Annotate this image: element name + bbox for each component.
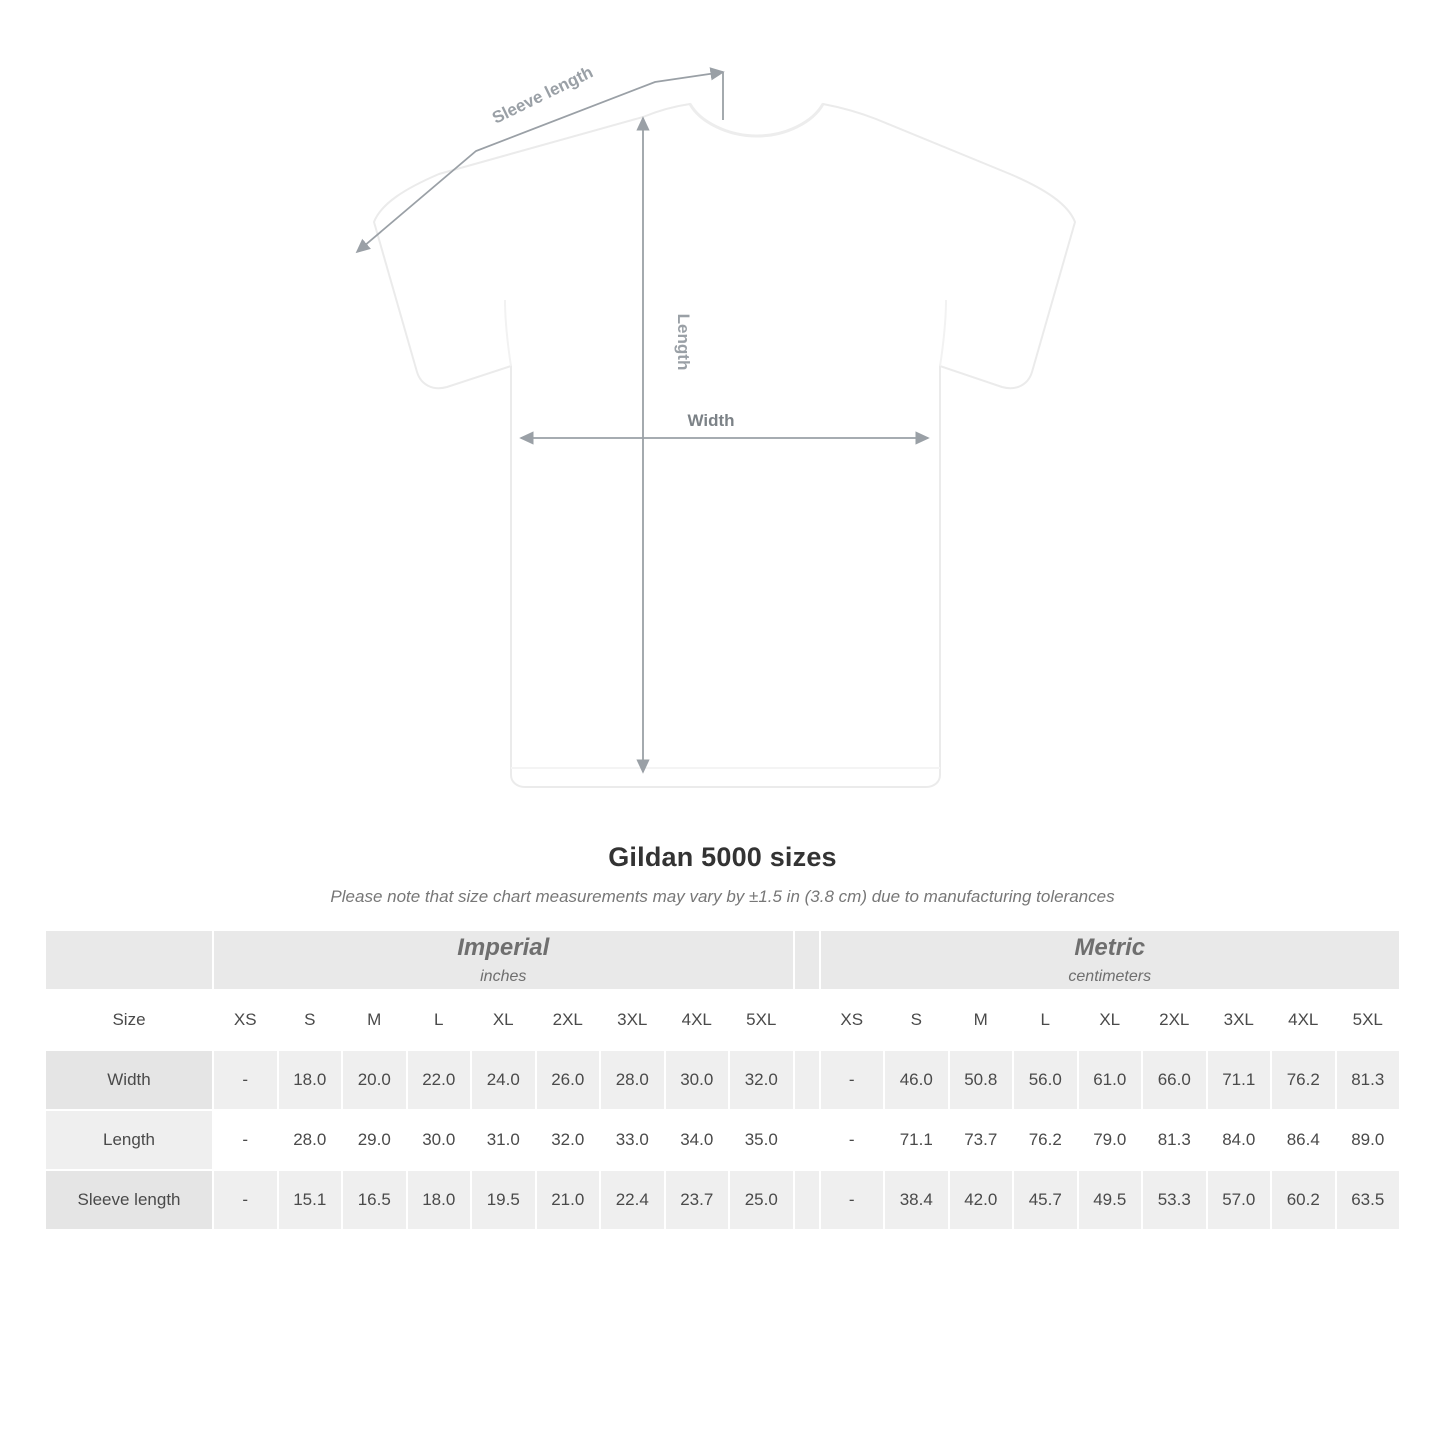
sleeve-metric-5xl: 63.5 bbox=[1336, 1170, 1401, 1230]
size-row-label: Size bbox=[45, 990, 213, 1050]
length-metric-3xl: 84.0 bbox=[1207, 1110, 1272, 1170]
width-metric-xl: 61.0 bbox=[1078, 1050, 1143, 1110]
sleeve-metric-4xl: 60.2 bbox=[1271, 1170, 1336, 1230]
width-metric-l: 56.0 bbox=[1013, 1050, 1078, 1110]
length-imperial-4xl: 34.0 bbox=[665, 1110, 730, 1170]
row-label-width: Width bbox=[45, 1050, 213, 1110]
length-imperial-xs: - bbox=[213, 1110, 278, 1170]
unit-sub-metric: centimeters bbox=[1068, 967, 1152, 985]
length-imperial-3xl: 33.0 bbox=[600, 1110, 665, 1170]
width-imperial-3xl: 28.0 bbox=[600, 1050, 665, 1110]
size-row bbox=[45, 990, 1400, 1050]
sleeve-imperial-5xl: 25.0 bbox=[729, 1170, 794, 1230]
length-imperial-2xl: 32.0 bbox=[536, 1110, 601, 1170]
length-metric-m: 73.7 bbox=[949, 1110, 1014, 1170]
sleeve-imperial-m: 16.5 bbox=[342, 1170, 407, 1230]
sleeve-metric-s: 38.4 bbox=[884, 1170, 949, 1230]
width-metric-4xl: 76.2 bbox=[1271, 1050, 1336, 1110]
length-metric-2xl: 81.3 bbox=[1142, 1110, 1207, 1170]
table-row bbox=[45, 1170, 1400, 1230]
width-imperial-l: 22.0 bbox=[407, 1050, 472, 1110]
sleeve-imperial-3xl: 22.4 bbox=[600, 1170, 665, 1230]
width-imperial-4xl: 30.0 bbox=[665, 1050, 730, 1110]
unit-name-metric: Metric bbox=[1074, 934, 1146, 962]
width-imperial-xs: - bbox=[213, 1050, 278, 1110]
tolerance-note: Please note that size chart measurements may vary by ±1.5 in (3.8 cm) due to manufacturing tolerances bbox=[330, 887, 1115, 906]
sleeve-metric-3xl: 57.0 bbox=[1207, 1170, 1272, 1230]
size-metric-3xl: 3XL bbox=[1207, 990, 1272, 1050]
size-imperial-m: M bbox=[342, 990, 407, 1050]
row-label-length: Length bbox=[45, 1110, 213, 1170]
width-metric-xs: - bbox=[820, 1050, 885, 1110]
sleeve-metric-l: 45.7 bbox=[1013, 1170, 1078, 1230]
width-imperial-xl: 24.0 bbox=[471, 1050, 536, 1110]
unit-header-row bbox=[45, 930, 1400, 990]
length-imperial-m: 29.0 bbox=[342, 1110, 407, 1170]
length-metric-4xl: 86.4 bbox=[1271, 1110, 1336, 1170]
length-imperial-xl: 31.0 bbox=[471, 1110, 536, 1170]
sleeve-imperial-xl: 19.5 bbox=[471, 1170, 536, 1230]
size-metric-5xl: 5XL bbox=[1336, 990, 1401, 1050]
table-row bbox=[45, 1050, 1400, 1110]
size-metric-xs: XS bbox=[820, 990, 885, 1050]
width-imperial-5xl: 32.0 bbox=[729, 1050, 794, 1110]
chart-title: Gildan 5000 sizes bbox=[608, 842, 837, 872]
size-imperial-s: S bbox=[278, 990, 343, 1050]
sleeve-metric-xs: - bbox=[820, 1170, 885, 1230]
length-row-spacer bbox=[794, 1110, 820, 1170]
size-imperial-2xl: 2XL bbox=[536, 990, 601, 1050]
row-label-sleeve-length: Sleeve length bbox=[45, 1170, 213, 1230]
length-metric-xs: - bbox=[820, 1110, 885, 1170]
length-metric-s: 71.1 bbox=[884, 1110, 949, 1170]
unit-header-corner bbox=[45, 930, 213, 990]
size-table-wrap bbox=[44, 929, 1401, 1231]
size-metric-xl: XL bbox=[1078, 990, 1143, 1050]
sleeve-imperial-2xl: 21.0 bbox=[536, 1170, 601, 1230]
sleeve-imperial-4xl: 23.7 bbox=[665, 1170, 730, 1230]
length-metric-xl: 79.0 bbox=[1078, 1110, 1143, 1170]
size-imperial-xl: XL bbox=[471, 990, 536, 1050]
size-imperial-5xl: 5XL bbox=[729, 990, 794, 1050]
sleeve-metric-2xl: 53.3 bbox=[1142, 1170, 1207, 1230]
size-row-spacer bbox=[794, 990, 820, 1050]
width-row-spacer bbox=[794, 1050, 820, 1110]
length-imperial-s: 28.0 bbox=[278, 1110, 343, 1170]
width-imperial-s: 18.0 bbox=[278, 1050, 343, 1110]
size-metric-4xl: 4XL bbox=[1271, 990, 1336, 1050]
width-imperial-m: 20.0 bbox=[342, 1050, 407, 1110]
sleeve-imperial-l: 18.0 bbox=[407, 1170, 472, 1230]
unit-header-spacer bbox=[794, 930, 820, 990]
sleeve-imperial-s: 15.1 bbox=[278, 1170, 343, 1230]
size-imperial-4xl: 4XL bbox=[665, 990, 730, 1050]
unit-sub-imperial: inches bbox=[480, 967, 527, 985]
width-metric-5xl: 81.3 bbox=[1336, 1050, 1401, 1110]
sleeve-row-spacer bbox=[794, 1170, 820, 1230]
size-imperial-l: L bbox=[407, 990, 472, 1050]
size-imperial-xs: XS bbox=[213, 990, 278, 1050]
unit-header-metric bbox=[820, 930, 1401, 990]
sleeve-metric-xl: 49.5 bbox=[1078, 1170, 1143, 1230]
length-imperial-5xl: 35.0 bbox=[729, 1110, 794, 1170]
width-imperial-2xl: 26.0 bbox=[536, 1050, 601, 1110]
sleeve-metric-m: 42.0 bbox=[949, 1170, 1014, 1230]
size-metric-2xl: 2XL bbox=[1142, 990, 1207, 1050]
width-metric-3xl: 71.1 bbox=[1207, 1050, 1272, 1110]
length-metric-5xl: 89.0 bbox=[1336, 1110, 1401, 1170]
size-metric-s: S bbox=[884, 990, 949, 1050]
title-block bbox=[0, 842, 1445, 907]
width-label: Width bbox=[687, 411, 735, 430]
width-metric-s: 46.0 bbox=[884, 1050, 949, 1110]
size-table bbox=[44, 929, 1401, 1231]
size-imperial-3xl: 3XL bbox=[600, 990, 665, 1050]
sleeve-imperial-xs: - bbox=[213, 1170, 278, 1230]
width-metric-m: 50.8 bbox=[949, 1050, 1014, 1110]
length-metric-l: 76.2 bbox=[1013, 1110, 1078, 1170]
size-metric-m: M bbox=[949, 990, 1014, 1050]
unit-header-imperial bbox=[213, 930, 794, 990]
width-metric-2xl: 66.0 bbox=[1142, 1050, 1207, 1110]
unit-name-imperial: Imperial bbox=[457, 934, 550, 962]
size-metric-l: L bbox=[1013, 990, 1078, 1050]
length-label: Length bbox=[674, 313, 693, 371]
sleeve-length-label: Sleeve length bbox=[489, 62, 597, 128]
table-row bbox=[45, 1110, 1400, 1170]
length-imperial-l: 30.0 bbox=[407, 1110, 472, 1170]
tshirt-shape bbox=[374, 104, 1075, 787]
